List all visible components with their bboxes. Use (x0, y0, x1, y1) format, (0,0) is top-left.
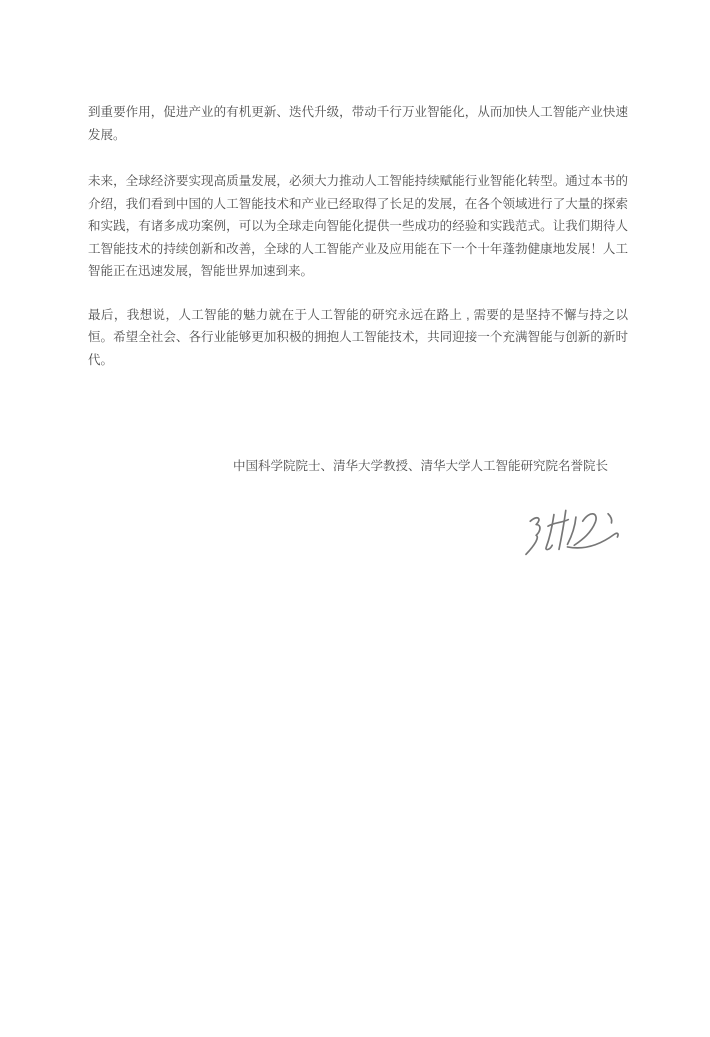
body-paragraph-2: 未来，全球经济要实现高质量发展，必须大力推动人工智能持续赋能行业智能化转型。通过本书的介绍，我们看到中国的人工智能技术和产业已经取得了长足的发展，在各个领域进行了大量的探索和实践，有诸多成功案例，可以为全球走向智能化提供一些成功的经验和实践范式。让我们期待人工智能技术的持续创新和改善，全球的人工智能产业及应用能在下一个十年蓬勃健康地发展！人工智能正在迅速发展，智能世界加速到来。 (88, 174, 628, 278)
body-paragraph-1: 到重要作用，促进产业的有机更新、迭代升级，带动千行万业智能化，从而加快人工智能产业快速发展。 (88, 105, 628, 142)
handwritten-signature-icon (515, 503, 625, 561)
author-attribution-line: 中国科学院院士、清华大学教授、清华大学人工智能研究院名誉院长 (232, 459, 608, 473)
body-paragraph-3: 最后，我想说，人工智能的魅力就在于人工智能的研究永远在路上 , 需要的是坚持不懈与持之以恒。希望全社会、各行业能够更加积极的拥抱人工智能技术，共同迎接一个充满智能与创新的新时代。 (88, 307, 628, 367)
signature-block (88, 503, 628, 561)
preface-body (88, 101, 628, 561)
